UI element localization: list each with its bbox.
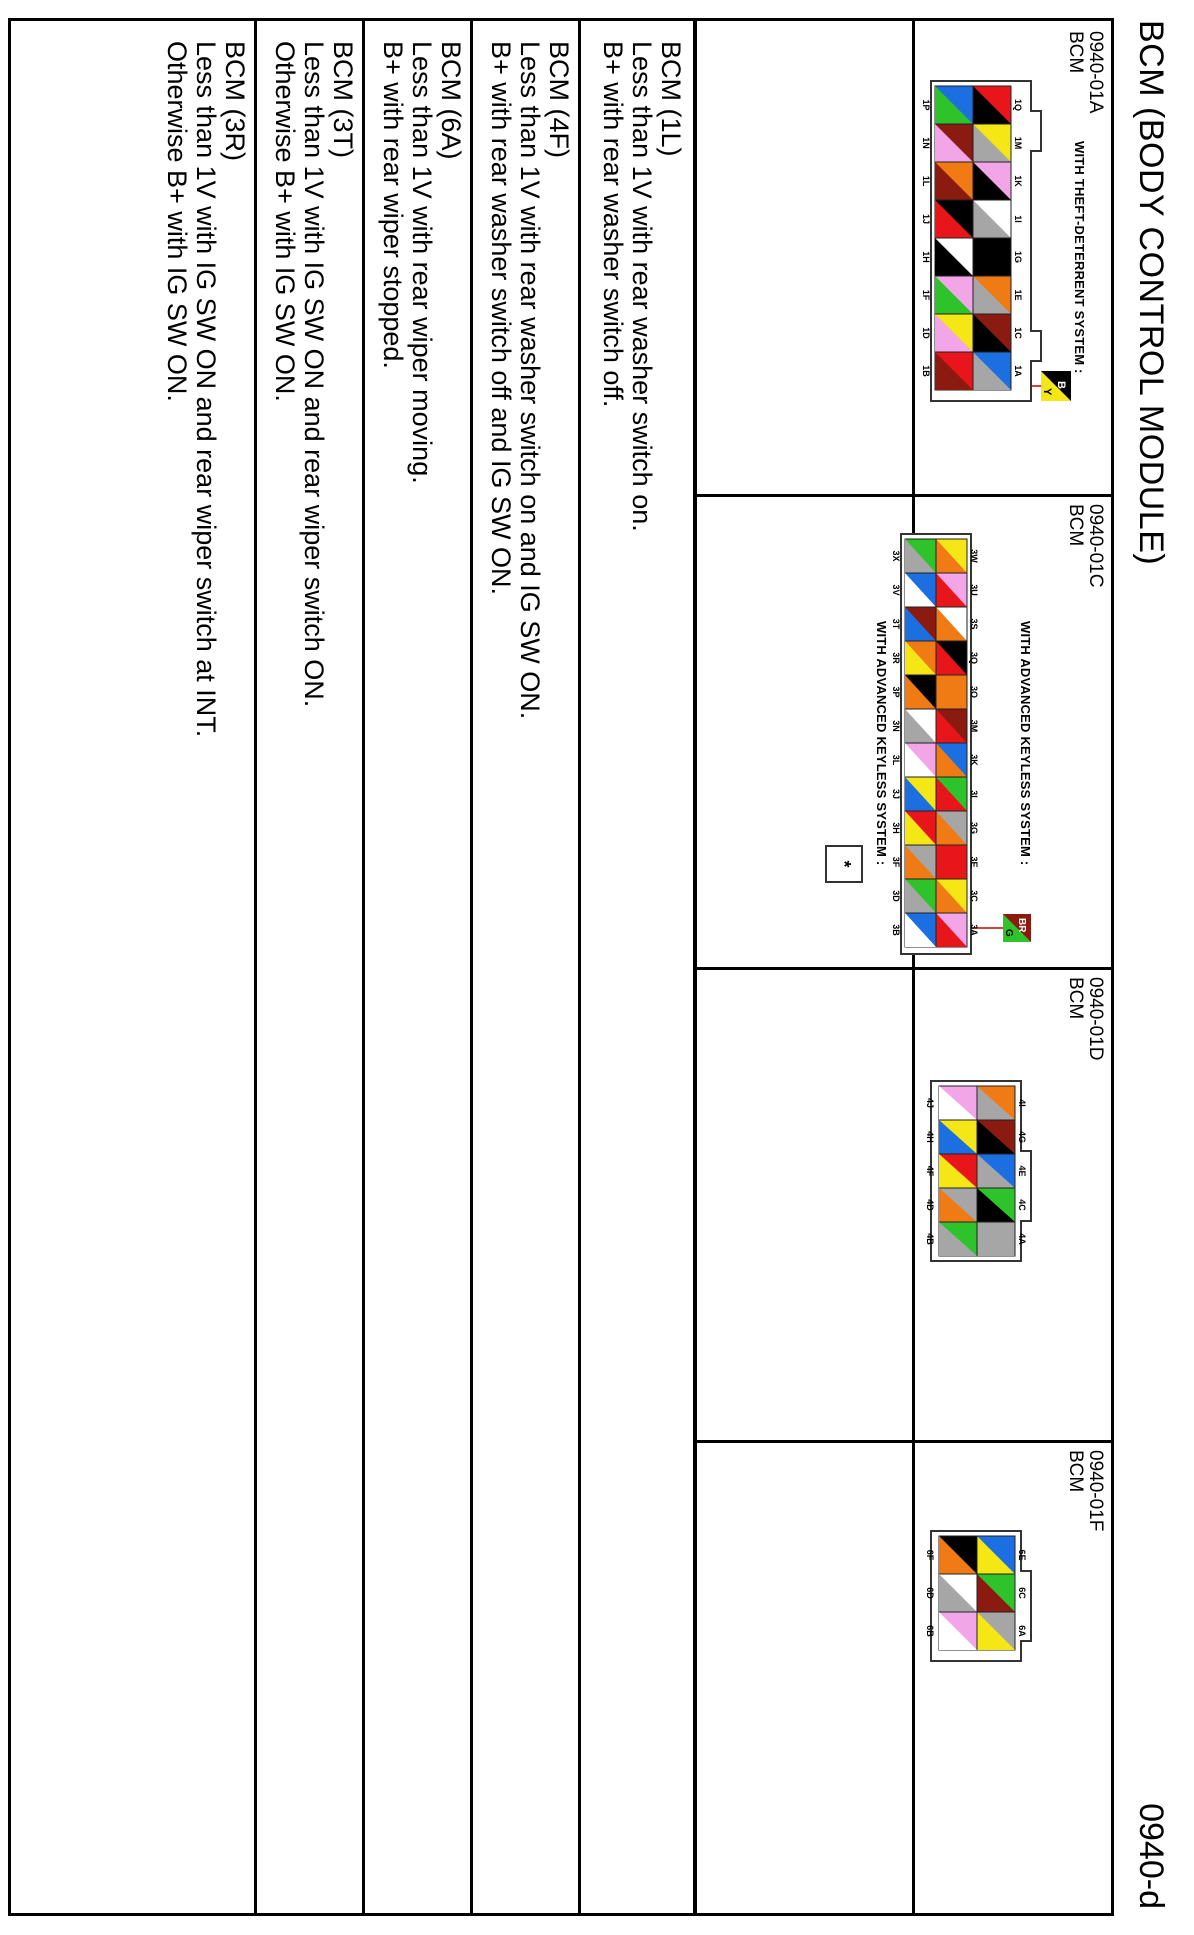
connector-note: WITH ADVANCED KEYLESS SYSTEM :	[1018, 621, 1033, 866]
pin-number: 6C	[1017, 1587, 1027, 1599]
svg-text:B: B	[1055, 381, 1067, 389]
pin-number: 1M	[1013, 136, 1023, 150]
page-id: 0940-d	[1132, 1803, 1170, 1909]
pin-number: 6D	[925, 1587, 935, 1599]
pin-number: 4F	[925, 1165, 935, 1177]
connector-code: 0940-01F BCM	[1065, 1450, 1106, 1532]
pin-number: 1Q	[1013, 98, 1023, 112]
divider	[697, 967, 1111, 970]
pin-number: 3M	[969, 719, 979, 733]
pin-number: 4E	[1017, 1165, 1027, 1177]
description-table	[8, 18, 696, 1916]
connector-grid	[694, 18, 1114, 1916]
pin-number: 3C	[969, 890, 979, 902]
pin-number: 3O	[969, 685, 979, 699]
pin-number: 4H	[925, 1131, 935, 1143]
pin-row-top	[921, 86, 1023, 390]
pin-number: 1E	[1013, 289, 1023, 301]
svg-text:BR: BR	[1016, 918, 1027, 933]
connector-note-2: WITH ADVANCED KEYLESS SYSTEM :	[874, 621, 889, 866]
pin-number: 3Q	[969, 651, 979, 665]
pin-number: 1H	[921, 251, 931, 263]
pin-number: 3E	[969, 856, 979, 868]
description-row: BCM (4F) Less than 1V with rear washer switch on and IG SW ON. B+ with rear washer switch off and IG SW ON.	[486, 41, 574, 720]
pin-number: 1C	[1013, 327, 1023, 339]
description-row: BCM (3T) Less than 1V with IG SW ON and rear wiper switch ON. Otherwise B+ with IG SW ON.	[270, 41, 358, 708]
pin-number: 1P	[921, 99, 931, 111]
pin-number: 1A	[1013, 365, 1023, 377]
pin-number: 3G	[969, 821, 979, 835]
pin-number: 3W	[969, 549, 979, 563]
pin-number: 3D	[891, 890, 901, 902]
pin-number: 3L	[891, 754, 901, 766]
connector-1A-diagram	[921, 41, 1071, 481]
divider	[697, 1440, 1111, 1443]
pin-number: 3A	[969, 924, 979, 936]
pin-number: 1J	[921, 213, 931, 225]
row-divider	[578, 21, 581, 1913]
pin-number: 1D	[921, 327, 931, 339]
pin-number: 3V	[891, 584, 901, 596]
pin-number: 4A	[1017, 1233, 1027, 1245]
connector-code: 0940-01C BCM	[1065, 504, 1106, 588]
pin-number: 3U	[969, 584, 979, 596]
description-row: BCM (6A) Less than 1V with rear wiper moving. B+ with rear wiper stopped.	[378, 41, 466, 484]
pin-number: 4I	[1017, 1099, 1027, 1107]
connector-note: WITH THEFT-DETERRENT SYSTEM :	[1072, 141, 1087, 374]
row-divider	[470, 21, 473, 1913]
divider	[697, 494, 1111, 497]
pin-number: 4D	[925, 1199, 935, 1211]
pin-number: 3H	[891, 822, 901, 834]
connector-3A-diagram	[731, 504, 1071, 964]
pin-number: 3N	[891, 720, 901, 732]
pin-number: 3T	[891, 618, 901, 630]
pin-number: 6B	[925, 1625, 935, 1637]
pin-number: 3F	[891, 856, 901, 868]
pin-number: 4J	[925, 1097, 935, 1109]
description-row: BCM (1L) Less than 1V with rear washer switch on. B+ with rear washer switch off.	[598, 41, 686, 532]
pin-number: 1G	[1013, 250, 1023, 264]
pin-number: 1N	[921, 137, 931, 149]
pin-number: 3P	[891, 686, 901, 698]
pin-number: 4G	[1017, 1130, 1027, 1144]
page-title: BCM (BODY CONTROL MODULE)	[1132, 20, 1170, 566]
pin-number: 1B	[921, 365, 931, 377]
connector-code: 0940-01D BCM	[1065, 977, 1106, 1061]
pin-number: 1I	[1013, 215, 1023, 223]
row-divider	[362, 21, 365, 1913]
svg-text:G: G	[1003, 929, 1014, 937]
star-box: *	[825, 845, 863, 883]
row-divider	[254, 21, 257, 1913]
pin-number: 4C	[1017, 1199, 1027, 1211]
pin-number: 3B	[891, 924, 901, 936]
pin-number: 1F	[921, 289, 931, 301]
connector-6A-diagram	[911, 1491, 1051, 1691]
pin-number: 1L	[921, 175, 931, 187]
pin-number: 6A	[1017, 1625, 1027, 1637]
pin-number: 4B	[925, 1233, 935, 1245]
connector-code: 0940-01A BCM	[1065, 31, 1106, 114]
pin-number: 6F	[925, 1549, 935, 1561]
svg-text:Y: Y	[1041, 388, 1053, 396]
pin-number: 3K	[969, 754, 979, 766]
pin-number: 3X	[891, 550, 901, 562]
pin-number: 3R	[891, 652, 901, 664]
pin-number: 1K	[1013, 175, 1023, 187]
connector-4A-diagram	[911, 1021, 1051, 1321]
pin-number: 6E	[1017, 1549, 1027, 1561]
description-row: BCM (3R) Less than 1V with IG SW ON and rear wiper switch at INT. Otherwise B+ with IG SW ON.	[162, 41, 250, 738]
pin-number: 3J	[891, 788, 901, 800]
pin-number: 3S	[969, 618, 979, 630]
pin-number: 3I	[969, 790, 979, 798]
